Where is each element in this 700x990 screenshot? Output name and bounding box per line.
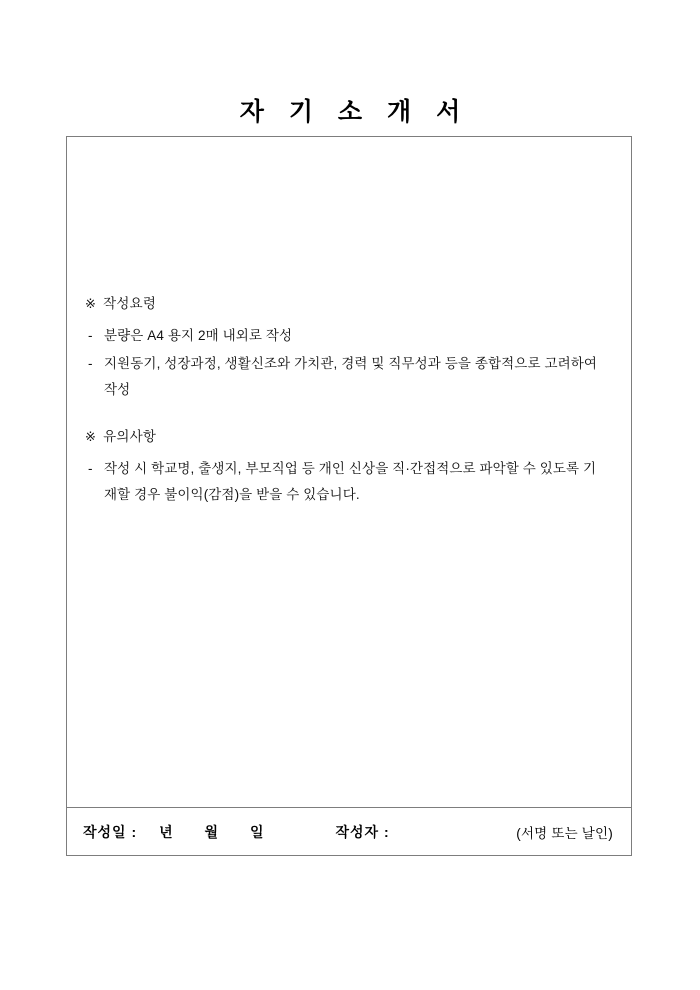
date-label: 작성일 :	[83, 823, 138, 840]
list-item	[85, 456, 607, 508]
list-item-text: 작성 시 학교명, 출생지, 부모직업 등 개인 신상을 직·간접적으로 파악할 수 있도록 기재할 경우 불이익(감점)을 받을 수 있습니다.	[104, 461, 597, 502]
page-title: 자 기 소 개 서	[239, 98, 470, 126]
writer-label: 작성자 :	[335, 823, 390, 840]
writing-guide-list	[85, 323, 607, 403]
dash-bullet-icon: -	[88, 328, 93, 343]
list-item-text: 분량은 A4 용지 2매 내외로 작성	[104, 328, 293, 343]
section-writing-guide	[85, 292, 607, 403]
section-title-text: 유의사항	[103, 429, 157, 444]
list-item-text: 지원동기, 성장과정, 생활신조와 가치관, 경력 및 직무성과 등을 종합적으로 고려하여 작성	[104, 356, 598, 397]
section-notice	[85, 425, 607, 508]
form-footer	[67, 807, 631, 855]
self-introduction-form-box	[66, 136, 632, 856]
dash-bullet-icon: -	[88, 356, 93, 371]
reference-mark-icon: ※	[85, 296, 97, 311]
signature-note: (서명 또는 날인)	[516, 825, 613, 841]
list-item	[85, 351, 607, 403]
guidelines-area	[67, 137, 631, 807]
section-heading-notice	[85, 425, 607, 445]
date-fields: 년 월 일	[159, 823, 278, 840]
section-title-text: 작성요령	[103, 296, 157, 311]
reference-mark-icon: ※	[85, 429, 97, 444]
notice-list	[85, 456, 607, 508]
dash-bullet-icon: -	[88, 461, 93, 476]
list-item	[85, 323, 607, 349]
section-heading-writing-guide	[85, 292, 607, 312]
